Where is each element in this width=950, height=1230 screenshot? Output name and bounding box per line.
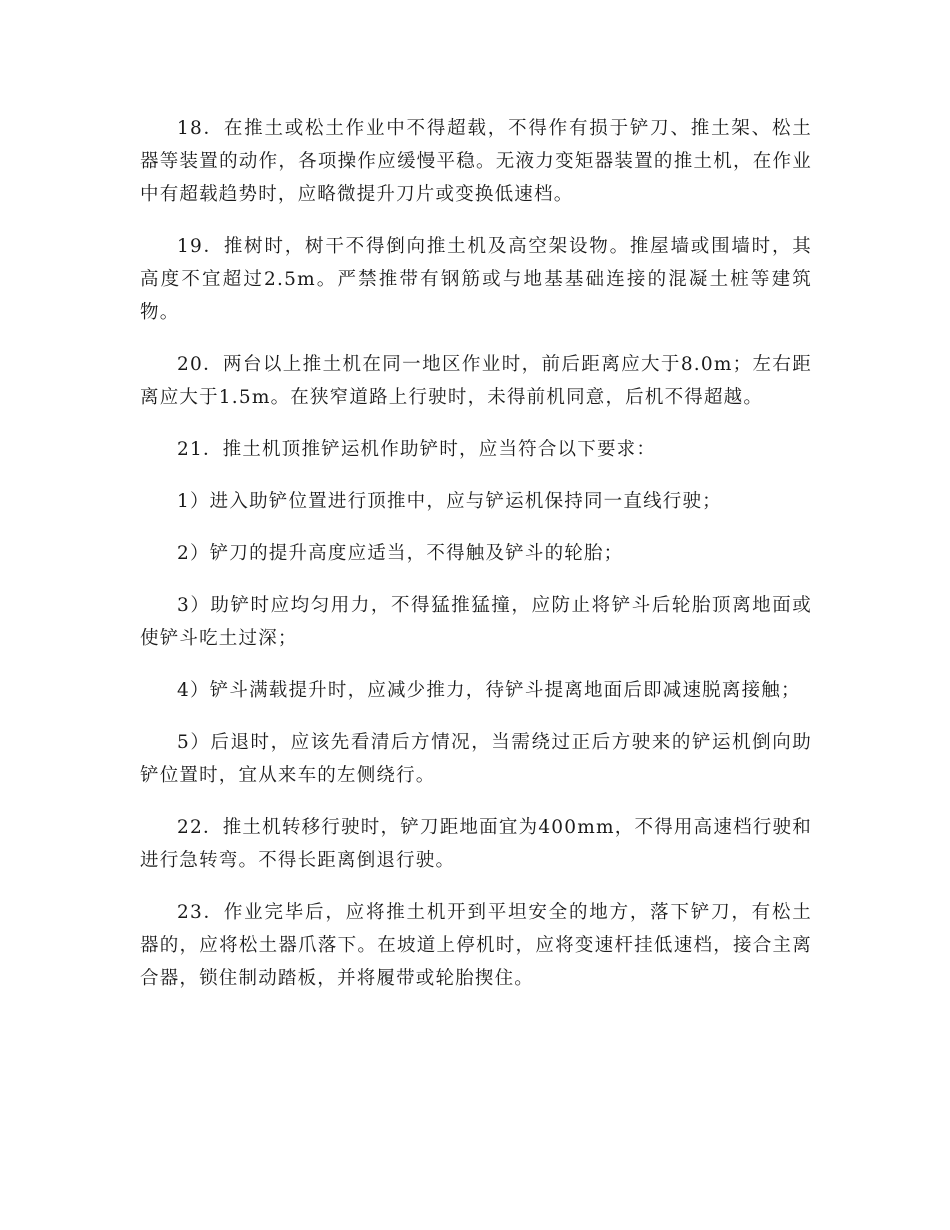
list-item-5: 5）后退时，应该先看清后方情况，当需绕过正后方驶来的铲运机倒向助铲位置时，宜从来车的左侧绕行。: [140, 732, 812, 786]
list-item-2: 2）铲刀的提升高度应适当，不得触及铲斗的轮胎；: [177, 543, 624, 564]
list-item-3: 3）助铲时应均匀用力，不得猛推猛撞，应防止将铲斗后轮胎顶离地面或使铲斗吃土过深；: [140, 595, 812, 649]
list-item-1: 1）进入助铲位置进行顶推中，应与铲运机保持同一直线行驶；: [177, 491, 722, 512]
paragraph-23: 23．作业完毕后，应将推土机开到平坦安全的地方，落下铲刀，有松土器的，应将松土器爪落下。在坡道上停机时，应将变速杆挂低速档，接合主离合器，锁住制动踏板，并将履带或轮胎揳住。: [140, 902, 812, 989]
paragraph-20: 20．两台以上推土机在同一地区作业时，前后距离应大于8.0m；左右距离应大于1.5m。在狭窄道路上行驶时，未得前机同意，后机不得超越。: [140, 354, 812, 408]
paragraph-18: 18．在推土或松土作业中不得超载，不得作有损于铲刀、推土架、松土器等装置的动作，各项操作应缓慢平稳。无液力变矩器装置的推土机，在作业中有超载趋势时，应略微提升刀片或变换低速档。: [140, 118, 812, 205]
list-item-4: 4）铲斗满载提升时，应减少推力，待铲斗提离地面后即减速脱离接触；: [177, 680, 801, 701]
paragraph-19: 19．推树时，树干不得倒向推土机及高空架设物。推屋墙或围墙时，其高度不宜超过2.5m。严禁推带有钢筋或与地基基础连接的混凝土桩等建筑物。: [140, 236, 812, 323]
paragraph-21: 21．推土机顶推铲运机作助铲时，应当符合以下要求：: [177, 439, 657, 460]
document-body: [140, 112, 812, 1014]
paragraph-22: 22．推土机转移行驶时，铲刀距地面宜为400mm，不得用高速档行驶和进行急转弯。不得长距离倒退行驶。: [140, 817, 812, 871]
